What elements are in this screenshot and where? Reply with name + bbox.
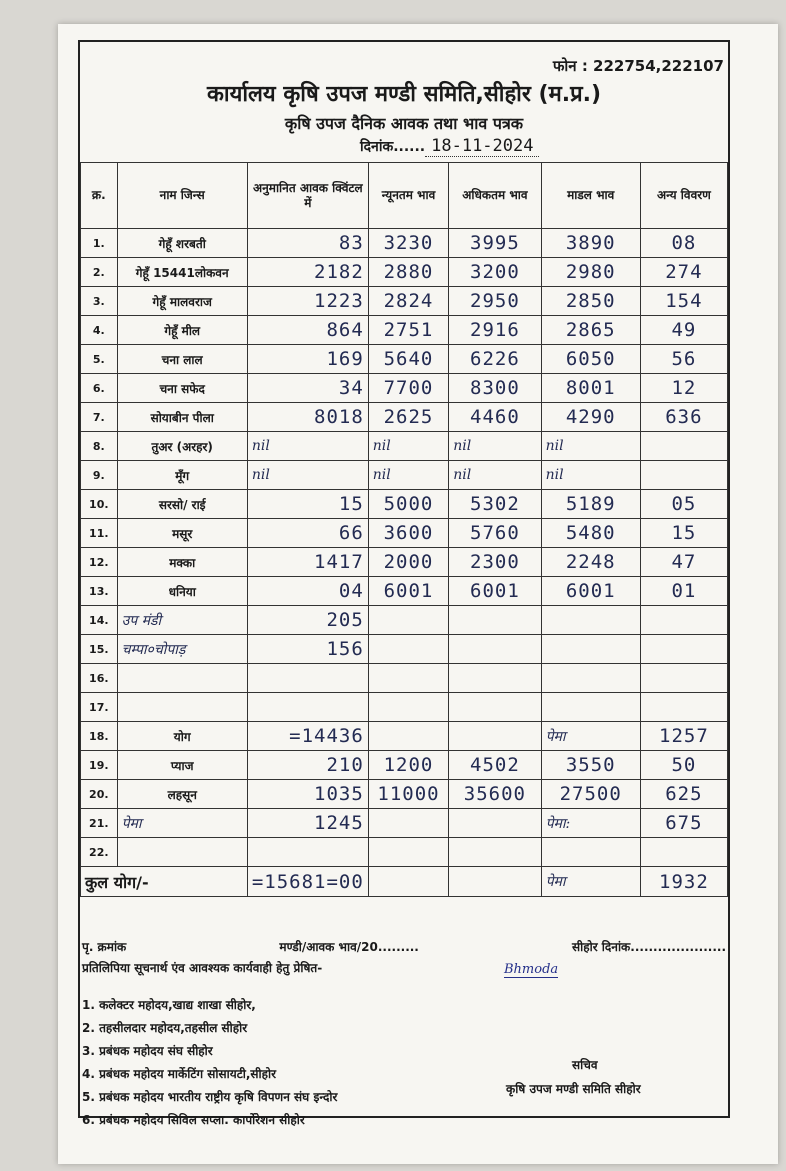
arrival-cell: 34 [247, 374, 368, 403]
min-price-cell [368, 838, 448, 867]
commodity-cell: उप मंडी [117, 606, 247, 635]
arrival-cell: 2182 [247, 258, 368, 287]
max-price-cell: 35600 [449, 780, 541, 809]
min-price-cell [368, 606, 448, 635]
min-price-cell [368, 635, 448, 664]
model-price-cell: 27500 [541, 780, 640, 809]
commodity-cell: प्याज [117, 751, 247, 780]
table-row [81, 577, 728, 606]
min-price-cell: 2625 [368, 403, 448, 432]
table-row [81, 809, 728, 838]
commodity-cell: गेहूँ शरबती [117, 229, 247, 258]
arrival-cell: 66 [247, 519, 368, 548]
max-price-cell [449, 635, 541, 664]
sheet-subtitle: कृषि उपज दैनिक आवक तथा भाव पत्रक [284, 114, 524, 133]
price-table [80, 162, 728, 897]
col-commodity: नाम जिन्स [117, 163, 247, 229]
other-cell: 47 [640, 548, 727, 577]
commodity-cell: चना सफेद [117, 374, 247, 403]
model-price-cell: पेमा: [541, 809, 640, 838]
min-price-cell: 3600 [368, 519, 448, 548]
min-price-cell: 3230 [368, 229, 448, 258]
commodity-cell: गेहूँ मालवराज [117, 287, 247, 316]
col-other: अन्य विवरण [640, 163, 727, 229]
model-price-cell: 8001 [541, 374, 640, 403]
commodity-cell: गेहूँ मील [117, 316, 247, 345]
arrival-cell: 1223 [247, 287, 368, 316]
serial-cell: 17. [81, 693, 118, 722]
max-price-cell: 4460 [449, 403, 541, 432]
table-row [81, 548, 728, 577]
arrival-cell [247, 838, 368, 867]
table-row [81, 519, 728, 548]
min-price-cell: 2824 [368, 287, 448, 316]
commodity-cell: धनिया [117, 577, 247, 606]
arrival-cell: 1035 [247, 780, 368, 809]
arrival-cell: 04 [247, 577, 368, 606]
commodity-cell [117, 693, 247, 722]
commodity-cell [117, 664, 247, 693]
other-cell [640, 664, 727, 693]
min-price-cell [368, 722, 448, 751]
arrival-cell: 169 [247, 345, 368, 374]
other-cell: 15 [640, 519, 727, 548]
serial-cell: 21. [81, 809, 118, 838]
col-arrival: अनुमानित आवक क्विंटल में [247, 163, 368, 229]
table-row [81, 693, 728, 722]
table-row [81, 664, 728, 693]
model-price-cell: 6050 [541, 345, 640, 374]
max-price-cell: nil [449, 461, 541, 490]
table-row [81, 432, 728, 461]
serial-cell: 5. [81, 345, 118, 374]
min-price-cell: 7700 [368, 374, 448, 403]
footer-ref-row [82, 938, 726, 955]
arrival-cell: 1417 [247, 548, 368, 577]
table-row [81, 838, 728, 867]
model-price-cell: 5189 [541, 490, 640, 519]
footer-block [82, 938, 726, 1134]
date-label: दिनांक...... [360, 139, 426, 155]
copy-item: 2. तहसीलदार महोदय,तहसील सीहोर [82, 1021, 248, 1035]
other-cell: 56 [640, 345, 727, 374]
max-price-cell: 5760 [449, 519, 541, 548]
model-price-cell [541, 635, 640, 664]
other-cell: 12 [640, 374, 727, 403]
arrival-cell: 156 [247, 635, 368, 664]
min-price-cell: 6001 [368, 577, 448, 606]
commodity-cell: मसूर [117, 519, 247, 548]
max-price-cell: 2950 [449, 287, 541, 316]
min-price-cell [368, 809, 448, 838]
col-model-price: माडल भाव [541, 163, 640, 229]
max-price-cell: 2916 [449, 316, 541, 345]
model-price-cell: 4290 [541, 403, 640, 432]
commodity-cell: तुअर (अरहर) [117, 432, 247, 461]
other-cell: 08 [640, 229, 727, 258]
arrival-cell: 83 [247, 229, 368, 258]
max-price-cell [449, 809, 541, 838]
model-price-cell [541, 838, 640, 867]
min-price-cell: 2880 [368, 258, 448, 287]
max-price-cell [449, 838, 541, 867]
max-price-cell: 5302 [449, 490, 541, 519]
arrival-cell: nil [247, 432, 368, 461]
other-cell: 49 [640, 316, 727, 345]
other-cell: 154 [640, 287, 727, 316]
max-price-cell: nil [449, 432, 541, 461]
min-price-cell: 2000 [368, 548, 448, 577]
max-price-cell: 8300 [449, 374, 541, 403]
date-value: 18-11-2024 [425, 136, 539, 157]
min-price-cell: 1200 [368, 751, 448, 780]
serial-cell: 10. [81, 490, 118, 519]
table-row [81, 751, 728, 780]
serial-cell: 9. [81, 461, 118, 490]
table-row [81, 316, 728, 345]
commodity-cell: लहसून [117, 780, 247, 809]
commodity-cell: योग [117, 722, 247, 751]
mandi-ref: मण्डी/आवक भाव/20......... [279, 940, 419, 954]
table-row [81, 490, 728, 519]
serial-cell: 2. [81, 258, 118, 287]
arrival-cell: 210 [247, 751, 368, 780]
arrival-cell [247, 664, 368, 693]
model-price-cell: 5480 [541, 519, 640, 548]
min-price-cell: 5000 [368, 490, 448, 519]
max-price-cell [449, 693, 541, 722]
samiti-label: कृषि उपज मण्डी समिति सीहोर [506, 1082, 641, 1096]
date-line [360, 136, 539, 156]
other-cell: 636 [640, 403, 727, 432]
sachiv-label: सचिव [572, 1058, 598, 1072]
serial-cell: 22. [81, 838, 118, 867]
min-price-cell: 2751 [368, 316, 448, 345]
table-row [81, 403, 728, 432]
max-price-cell [449, 606, 541, 635]
table-row [81, 461, 728, 490]
table-row [81, 635, 728, 664]
other-cell: 05 [640, 490, 727, 519]
serial-cell: 20. [81, 780, 118, 809]
other-cell [640, 432, 727, 461]
serial-cell: 15. [81, 635, 118, 664]
commodity-cell: सोयाबीन पीला [117, 403, 247, 432]
serial-cell: 11. [81, 519, 118, 548]
total-other: 1932 [640, 867, 727, 897]
serial-cell: 7. [81, 403, 118, 432]
table-row [81, 345, 728, 374]
model-price-cell [541, 664, 640, 693]
commodity-cell: पेमा [117, 809, 247, 838]
copy-item: 5. प्रबंधक महोदय भारतीय राष्ट्रीय कृषि विपणन संघ इन्दोर [82, 1090, 338, 1104]
model-price-cell: 3550 [541, 751, 640, 780]
arrival-cell: 205 [247, 606, 368, 635]
model-price-cell: 2850 [541, 287, 640, 316]
max-price-cell [449, 722, 541, 751]
model-price-cell: 2865 [541, 316, 640, 345]
serial-cell: 13. [81, 577, 118, 606]
other-cell: 50 [640, 751, 727, 780]
model-price-cell: nil [541, 432, 640, 461]
copy-item: 3. प्रबंधक महोदय संघ सीहोर [82, 1044, 213, 1058]
total-max [449, 867, 541, 897]
copy-item: 4. प्रबंधक महोदय मार्केटिंग सोसायटी,सीहोर [82, 1067, 277, 1081]
arrival-cell: =14436 [247, 722, 368, 751]
table-header-row [81, 163, 728, 229]
other-cell [640, 838, 727, 867]
serial-cell: 6. [81, 374, 118, 403]
table-row [81, 229, 728, 258]
max-price-cell: 2300 [449, 548, 541, 577]
office-title: कार्यालय कृषि उपज मण्डी समिति,सीहोर (म.प्र.) [206, 82, 602, 107]
other-cell [640, 635, 727, 664]
serial-cell: 8. [81, 432, 118, 461]
min-price-cell [368, 664, 448, 693]
model-price-cell: पेमा [541, 722, 640, 751]
table-row [81, 722, 728, 751]
max-price-cell: 3995 [449, 229, 541, 258]
model-price-cell: 2980 [541, 258, 640, 287]
phone-number: फोन : 222754,222107 [552, 57, 724, 75]
commodity-cell: चना लाल [117, 345, 247, 374]
commodity-cell: मक्का [117, 548, 247, 577]
model-price-cell: 2248 [541, 548, 640, 577]
forward-note: प्रतिलिपिया सूचनार्थ एंव आवश्यक कार्यवाही हेतु प्रेषित- [82, 961, 323, 975]
max-price-cell: 6001 [449, 577, 541, 606]
table-row [81, 606, 728, 635]
total-model: पेमा [541, 867, 640, 897]
ref-number: पृ. क्रमांक [82, 940, 127, 954]
copy-item: 6. प्रबंधक महोदय सिविल सप्ला. कार्पोरेशन सीहोर [82, 1113, 305, 1127]
table-row [81, 258, 728, 287]
total-min [368, 867, 448, 897]
commodity-cell: चम्पा०चोपाड़ [117, 635, 247, 664]
table-row [81, 780, 728, 809]
model-price-cell: 3890 [541, 229, 640, 258]
min-price-cell: 11000 [368, 780, 448, 809]
serial-cell: 3. [81, 287, 118, 316]
max-price-cell: 4502 [449, 751, 541, 780]
total-row [81, 867, 728, 897]
other-cell: 274 [640, 258, 727, 287]
other-cell: 1257 [640, 722, 727, 751]
serial-cell: 4. [81, 316, 118, 345]
serial-cell: 18. [81, 722, 118, 751]
other-cell [640, 606, 727, 635]
min-price-cell: nil [368, 432, 448, 461]
max-price-cell [449, 664, 541, 693]
serial-cell: 14. [81, 606, 118, 635]
serial-cell: 16. [81, 664, 118, 693]
model-price-cell [541, 693, 640, 722]
col-max-price: अधिकतम भाव [449, 163, 541, 229]
copy-item: 1. कलेक्टर महोदय,खाद्य शाखा सीहोर, [82, 998, 256, 1012]
signature: Bhmoda [504, 962, 559, 977]
min-price-cell: nil [368, 461, 448, 490]
col-serial: क्र. [81, 163, 118, 229]
total-label: कुल योग/- [81, 867, 248, 897]
serial-cell: 19. [81, 751, 118, 780]
other-cell [640, 693, 727, 722]
total-arrival: =15681=00 [247, 867, 368, 897]
commodity-cell: गेहूँ 15441लोकवन [117, 258, 247, 287]
arrival-cell: nil [247, 461, 368, 490]
arrival-cell: 1245 [247, 809, 368, 838]
col-min-price: न्यूनतम भाव [368, 163, 448, 229]
max-price-cell: 6226 [449, 345, 541, 374]
table-row [81, 287, 728, 316]
other-cell: 625 [640, 780, 727, 809]
max-price-cell: 3200 [449, 258, 541, 287]
model-price-cell [541, 606, 640, 635]
arrival-cell: 15 [247, 490, 368, 519]
serial-cell: 1. [81, 229, 118, 258]
commodity-cell: मूँग [117, 461, 247, 490]
table-row [81, 374, 728, 403]
min-price-cell: 5640 [368, 345, 448, 374]
commodity-cell: सरसो/ राई [117, 490, 247, 519]
serial-cell: 12. [81, 548, 118, 577]
arrival-cell [247, 693, 368, 722]
other-cell: 675 [640, 809, 727, 838]
arrival-cell: 8018 [247, 403, 368, 432]
other-cell [640, 461, 727, 490]
commodity-cell [117, 838, 247, 867]
arrival-cell: 864 [247, 316, 368, 345]
sehore-date: सीहोर दिनांक..................... [572, 940, 726, 954]
copy-list [82, 996, 726, 1128]
min-price-cell [368, 693, 448, 722]
model-price-cell: 6001 [541, 577, 640, 606]
other-cell: 01 [640, 577, 727, 606]
model-price-cell: nil [541, 461, 640, 490]
